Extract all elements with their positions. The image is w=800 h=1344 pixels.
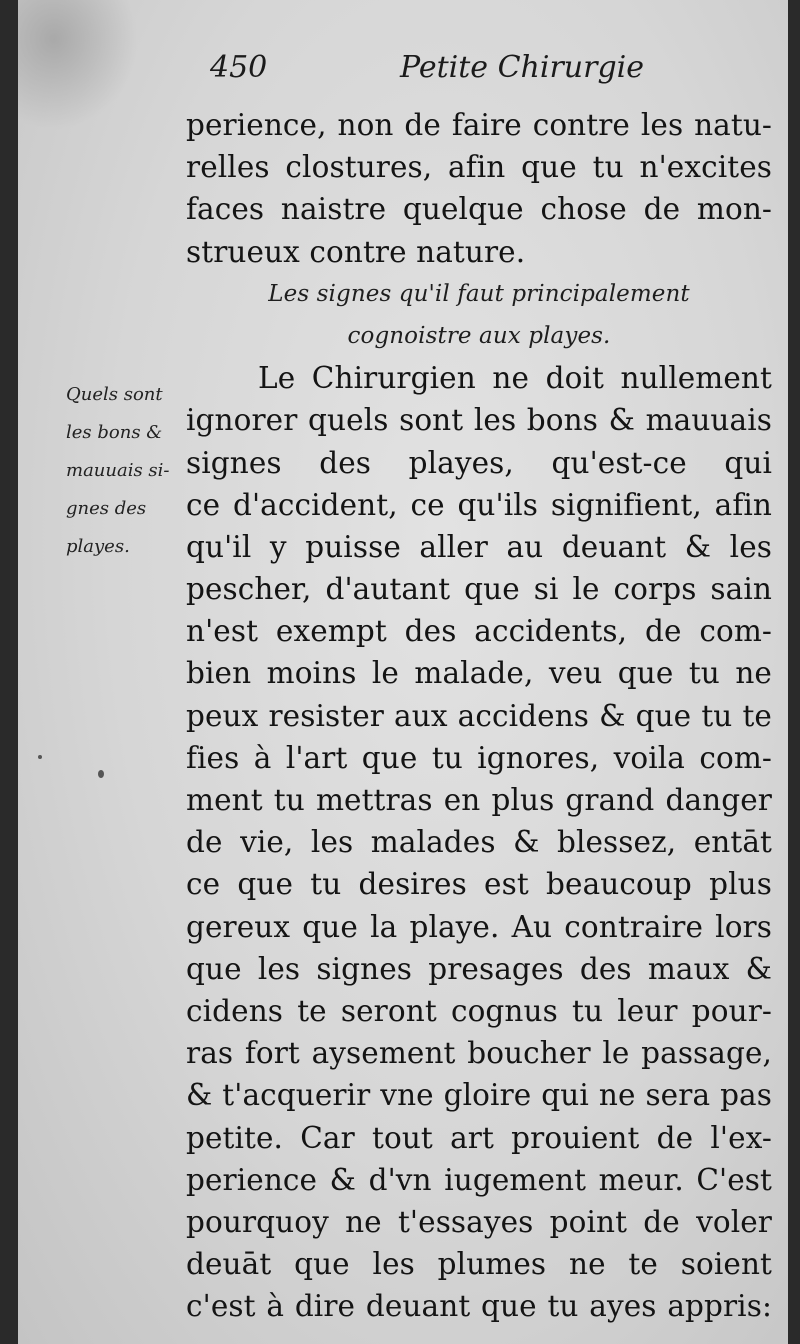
subheading-line-2: cognoistre aux playes. [347, 322, 611, 349]
text-line: ce que tu desires est beaucoup plus [186, 867, 772, 902]
text-line: bien moins le malade, veu que tu ne [186, 656, 772, 691]
book-page [18, 0, 788, 1344]
text-line: relles clostures, afin que tu n'excites [186, 150, 772, 185]
text-line: & t'acquerir vne gloire qui ne sera pas [186, 1078, 772, 1113]
subheading-line-1: Les signes qu'il faut principalement [268, 280, 690, 307]
text-line: de vie, les malades & blessez, entāt [186, 825, 772, 860]
margin-note-line: playes. [66, 536, 130, 557]
text-line: que les signes presages des maux & [186, 951, 772, 986]
text-line: faces naistre quelque chose de mon- [186, 192, 772, 227]
text-line: strueux contre nature. [186, 234, 526, 269]
text-line: perience, non de faire contre les natu- [186, 108, 772, 142]
text-line: n'est exempt des accidents, de com- [186, 614, 772, 649]
text-line: deuāt que les plumes ne te soient [186, 1247, 772, 1282]
text-line: ignorer quels sont les bons & mauuais [186, 403, 772, 438]
margin-note-line: Quels sont [66, 384, 163, 405]
margin-note-line: les bons & [66, 422, 163, 443]
ink-speck [38, 755, 42, 759]
margin-note-line: gnes des [66, 498, 147, 519]
margin-note-line: mauuais si- [66, 460, 170, 481]
text-line: ras fort aysement boucher le passage, [186, 1036, 772, 1071]
ink-speck [98, 770, 104, 778]
text-line: ce d'accident, ce qu'ils signifient, afin [186, 487, 772, 522]
text-line: pescher, d'autant que si le corps sain [186, 572, 772, 607]
text-line: c'est à dire deuant que tu ayes appris: [186, 1289, 772, 1324]
text-line: pourquoy ne t'essayes point de voler [186, 1204, 772, 1239]
running-title: Petite Chirurgie [400, 50, 645, 85]
text-line: qu'il y puisse aller au deuant & les [186, 529, 772, 564]
page-number: 450 [210, 50, 268, 85]
body-text [186, 104, 772, 1327]
text-line: gereux que la playe. Au contraire lors [186, 909, 772, 944]
text-line: cidens te seront cognus tu leur pour- [186, 993, 772, 1028]
page-stain [18, 0, 138, 130]
text-line: peux resister aux accidens & que tu te [186, 698, 772, 733]
margin-note [66, 376, 186, 566]
text-line: fies à l'art que tu ignores, voila com- [186, 740, 772, 775]
text-line: petite. Car tout art prouient de l'ex- [186, 1120, 772, 1155]
text-line: Le Chirurgien ne doit nullement [258, 361, 772, 396]
text-line: ment tu mettras en plus grand danger [186, 783, 772, 817]
text-line: signes des playes, qu'est-ce qui [186, 445, 772, 480]
text-line: perience & d'vn iugement meur. C'est [186, 1162, 772, 1197]
